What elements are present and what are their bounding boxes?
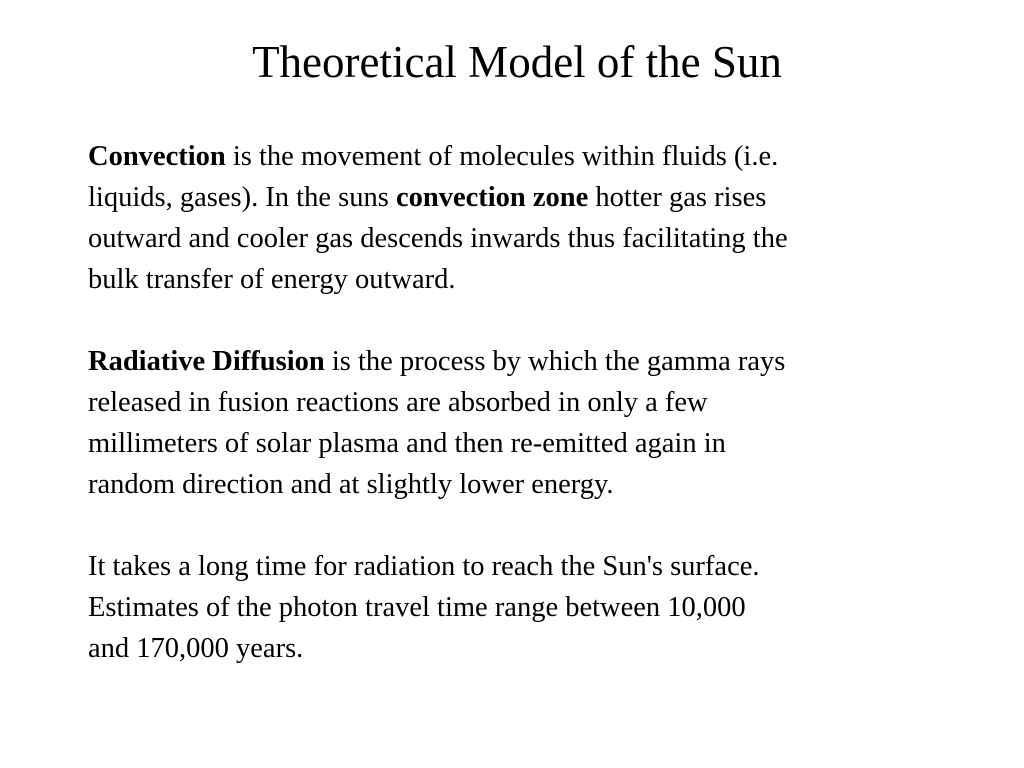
- travel-line-1: It takes a long time for radiation to reach the Sun's surface.: [88, 551, 760, 582]
- radiative-line-1-text: is the process by which the gamma rays: [324, 346, 786, 377]
- convection-line-3: outward and cooler gas descends inwards thus facilitating the: [88, 223, 788, 254]
- convection-line-2: [88, 177, 968, 218]
- convection-zone-term: convection zone: [395, 182, 589, 213]
- paragraph-radiative-diffusion: [88, 341, 968, 505]
- convection-term: Convection: [88, 141, 226, 172]
- radiative-line-2: released in fusion reactions are absorbed in only a few: [88, 387, 708, 418]
- convection-line-1-text: is the movement of molecules within fluids (i.e.: [225, 141, 779, 172]
- convection-line-2-pre: liquids, gases). In the suns: [88, 182, 396, 213]
- slide-body: [88, 136, 968, 710]
- radiative-diffusion-term: Radiative Diffusion: [88, 346, 325, 377]
- radiative-line-4: random direction and at slightly lower energy.: [88, 469, 614, 500]
- convection-line-1: [88, 136, 968, 177]
- paragraph-travel-time: [88, 546, 968, 669]
- slide-title: Theoretical Model of the Sun: [252, 37, 782, 87]
- convection-line-2-post: hotter gas rises: [588, 182, 767, 213]
- paragraph-convection: [88, 136, 968, 300]
- radiative-line-1: [88, 341, 968, 382]
- travel-line-2: Estimates of the photon travel time range between 10,000: [88, 592, 746, 623]
- travel-line-3: and 170,000 years.: [88, 633, 304, 664]
- radiative-line-3: millimeters of solar plasma and then re-emitted again in: [88, 428, 726, 459]
- convection-line-4: bulk transfer of energy outward.: [88, 264, 456, 295]
